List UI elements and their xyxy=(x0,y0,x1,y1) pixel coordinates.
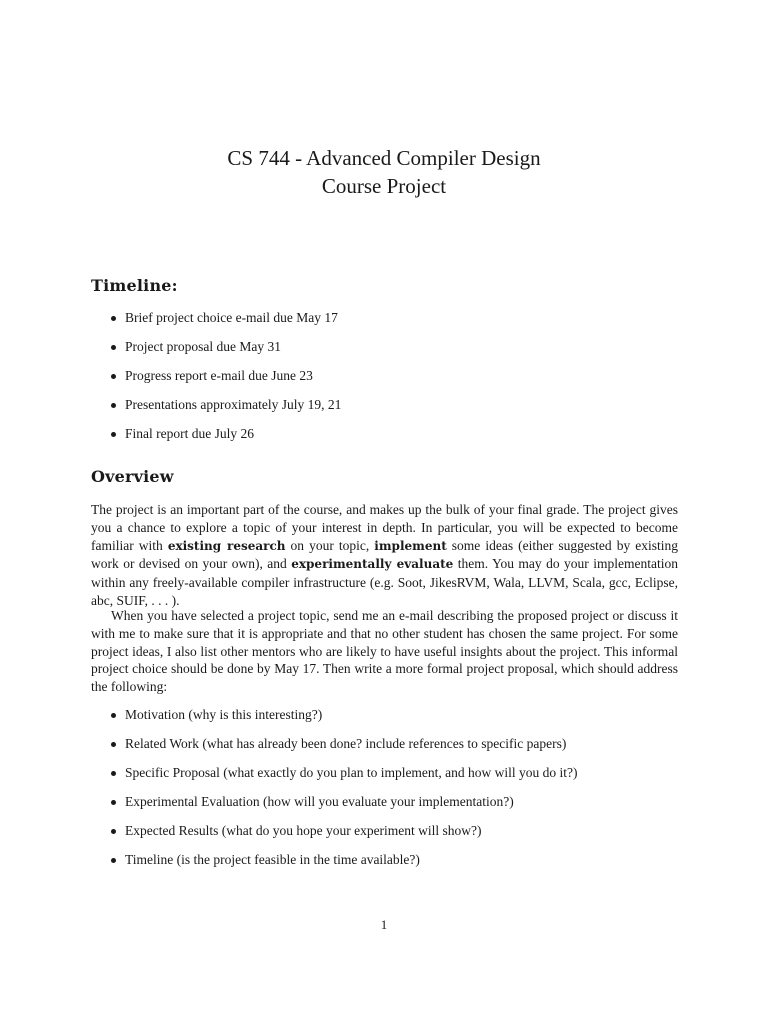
list-item xyxy=(91,397,341,426)
bullet-icon xyxy=(111,345,116,350)
text-run: some ideas (either suggested by existing work or devised on your own), and xyxy=(91,537,678,572)
bullet-icon xyxy=(111,800,116,805)
page-number: 1 xyxy=(380,917,388,932)
bold-term: experimentally evaluate xyxy=(291,557,454,572)
list-item xyxy=(91,794,578,823)
list-item xyxy=(91,339,341,368)
bold-term: existing research xyxy=(167,538,286,553)
list-item-text: Expected Results (what do you hope your experiment will show?) xyxy=(125,823,482,838)
list-item xyxy=(91,823,578,852)
list-item xyxy=(91,707,578,736)
text-run: them. You may do your implementation within any freely-available compiler infrastructure (e.g. Soot, JikesRVM, Wala, LLVM, Scala, gcc, Eclipse, abc, SUIF, . . . ). xyxy=(91,556,678,608)
document-title xyxy=(0,144,768,200)
overview-paragraph-1 xyxy=(91,501,678,610)
timeline-list xyxy=(91,310,341,455)
overview-heading: Overview xyxy=(91,467,174,486)
list-item-text: Brief project choice e-mail due May 17 xyxy=(125,310,338,325)
bullet-icon xyxy=(111,829,116,834)
bullet-icon xyxy=(111,374,116,379)
timeline-heading: Timeline: xyxy=(91,276,178,295)
list-item-text: Experimental Evaluation (how will you evaluate your implementation?) xyxy=(125,794,514,809)
bullet-icon xyxy=(111,316,116,321)
list-item-text: Motivation (why is this interesting?) xyxy=(125,707,323,722)
list-item-text: Project proposal due May 31 xyxy=(125,339,281,354)
list-item-text: Presentations approximately July 19, 21 xyxy=(125,397,342,412)
bullet-icon xyxy=(111,771,116,776)
title-line-project: Course Project xyxy=(321,174,447,198)
list-item xyxy=(91,310,341,339)
list-item xyxy=(91,426,341,455)
list-item xyxy=(91,852,578,881)
bold-term: implement xyxy=(374,538,447,553)
bullet-icon xyxy=(111,858,116,863)
text-run: on your topic, xyxy=(285,537,375,553)
list-item-text: Related Work (what has already been done? include references to specific papers) xyxy=(125,736,567,751)
text-run: The project is an important part of the course, and makes up the bulk of your final grade. The project gives you a chance to explore a topic of your interest in depth. In particular, you will be expected to become familiar with xyxy=(91,502,678,553)
list-item xyxy=(91,368,341,397)
list-item xyxy=(91,736,578,765)
bullet-icon xyxy=(111,432,116,437)
overview-paragraph-2: When you have selected a project topic, send me an e-mail describing the proposed project or discuss it with me to make sure that it is appropriate and that no other student has chosen the same project. For some project ideas, I also list other mentors who are likely to have useful insights about the project. This informal project choice should be done by May 17. Then write a more formal project proposal, which should address the following: xyxy=(91,608,678,695)
list-item-text: Specific Proposal (what exactly do you plan to implement, and how will you do it?) xyxy=(125,765,578,780)
title-line-course: CS 744 - Advanced Compiler Design xyxy=(227,146,541,170)
list-item-text: Progress report e-mail due June 23 xyxy=(125,368,313,383)
list-item-text: Final report due July 26 xyxy=(125,426,254,441)
list-item-text: Timeline (is the project feasible in the time available?) xyxy=(125,852,420,867)
bullet-icon xyxy=(111,713,116,718)
bullet-icon xyxy=(111,742,116,747)
proposal-requirements-list xyxy=(91,707,578,881)
bullet-icon xyxy=(111,403,116,408)
list-item xyxy=(91,765,578,794)
